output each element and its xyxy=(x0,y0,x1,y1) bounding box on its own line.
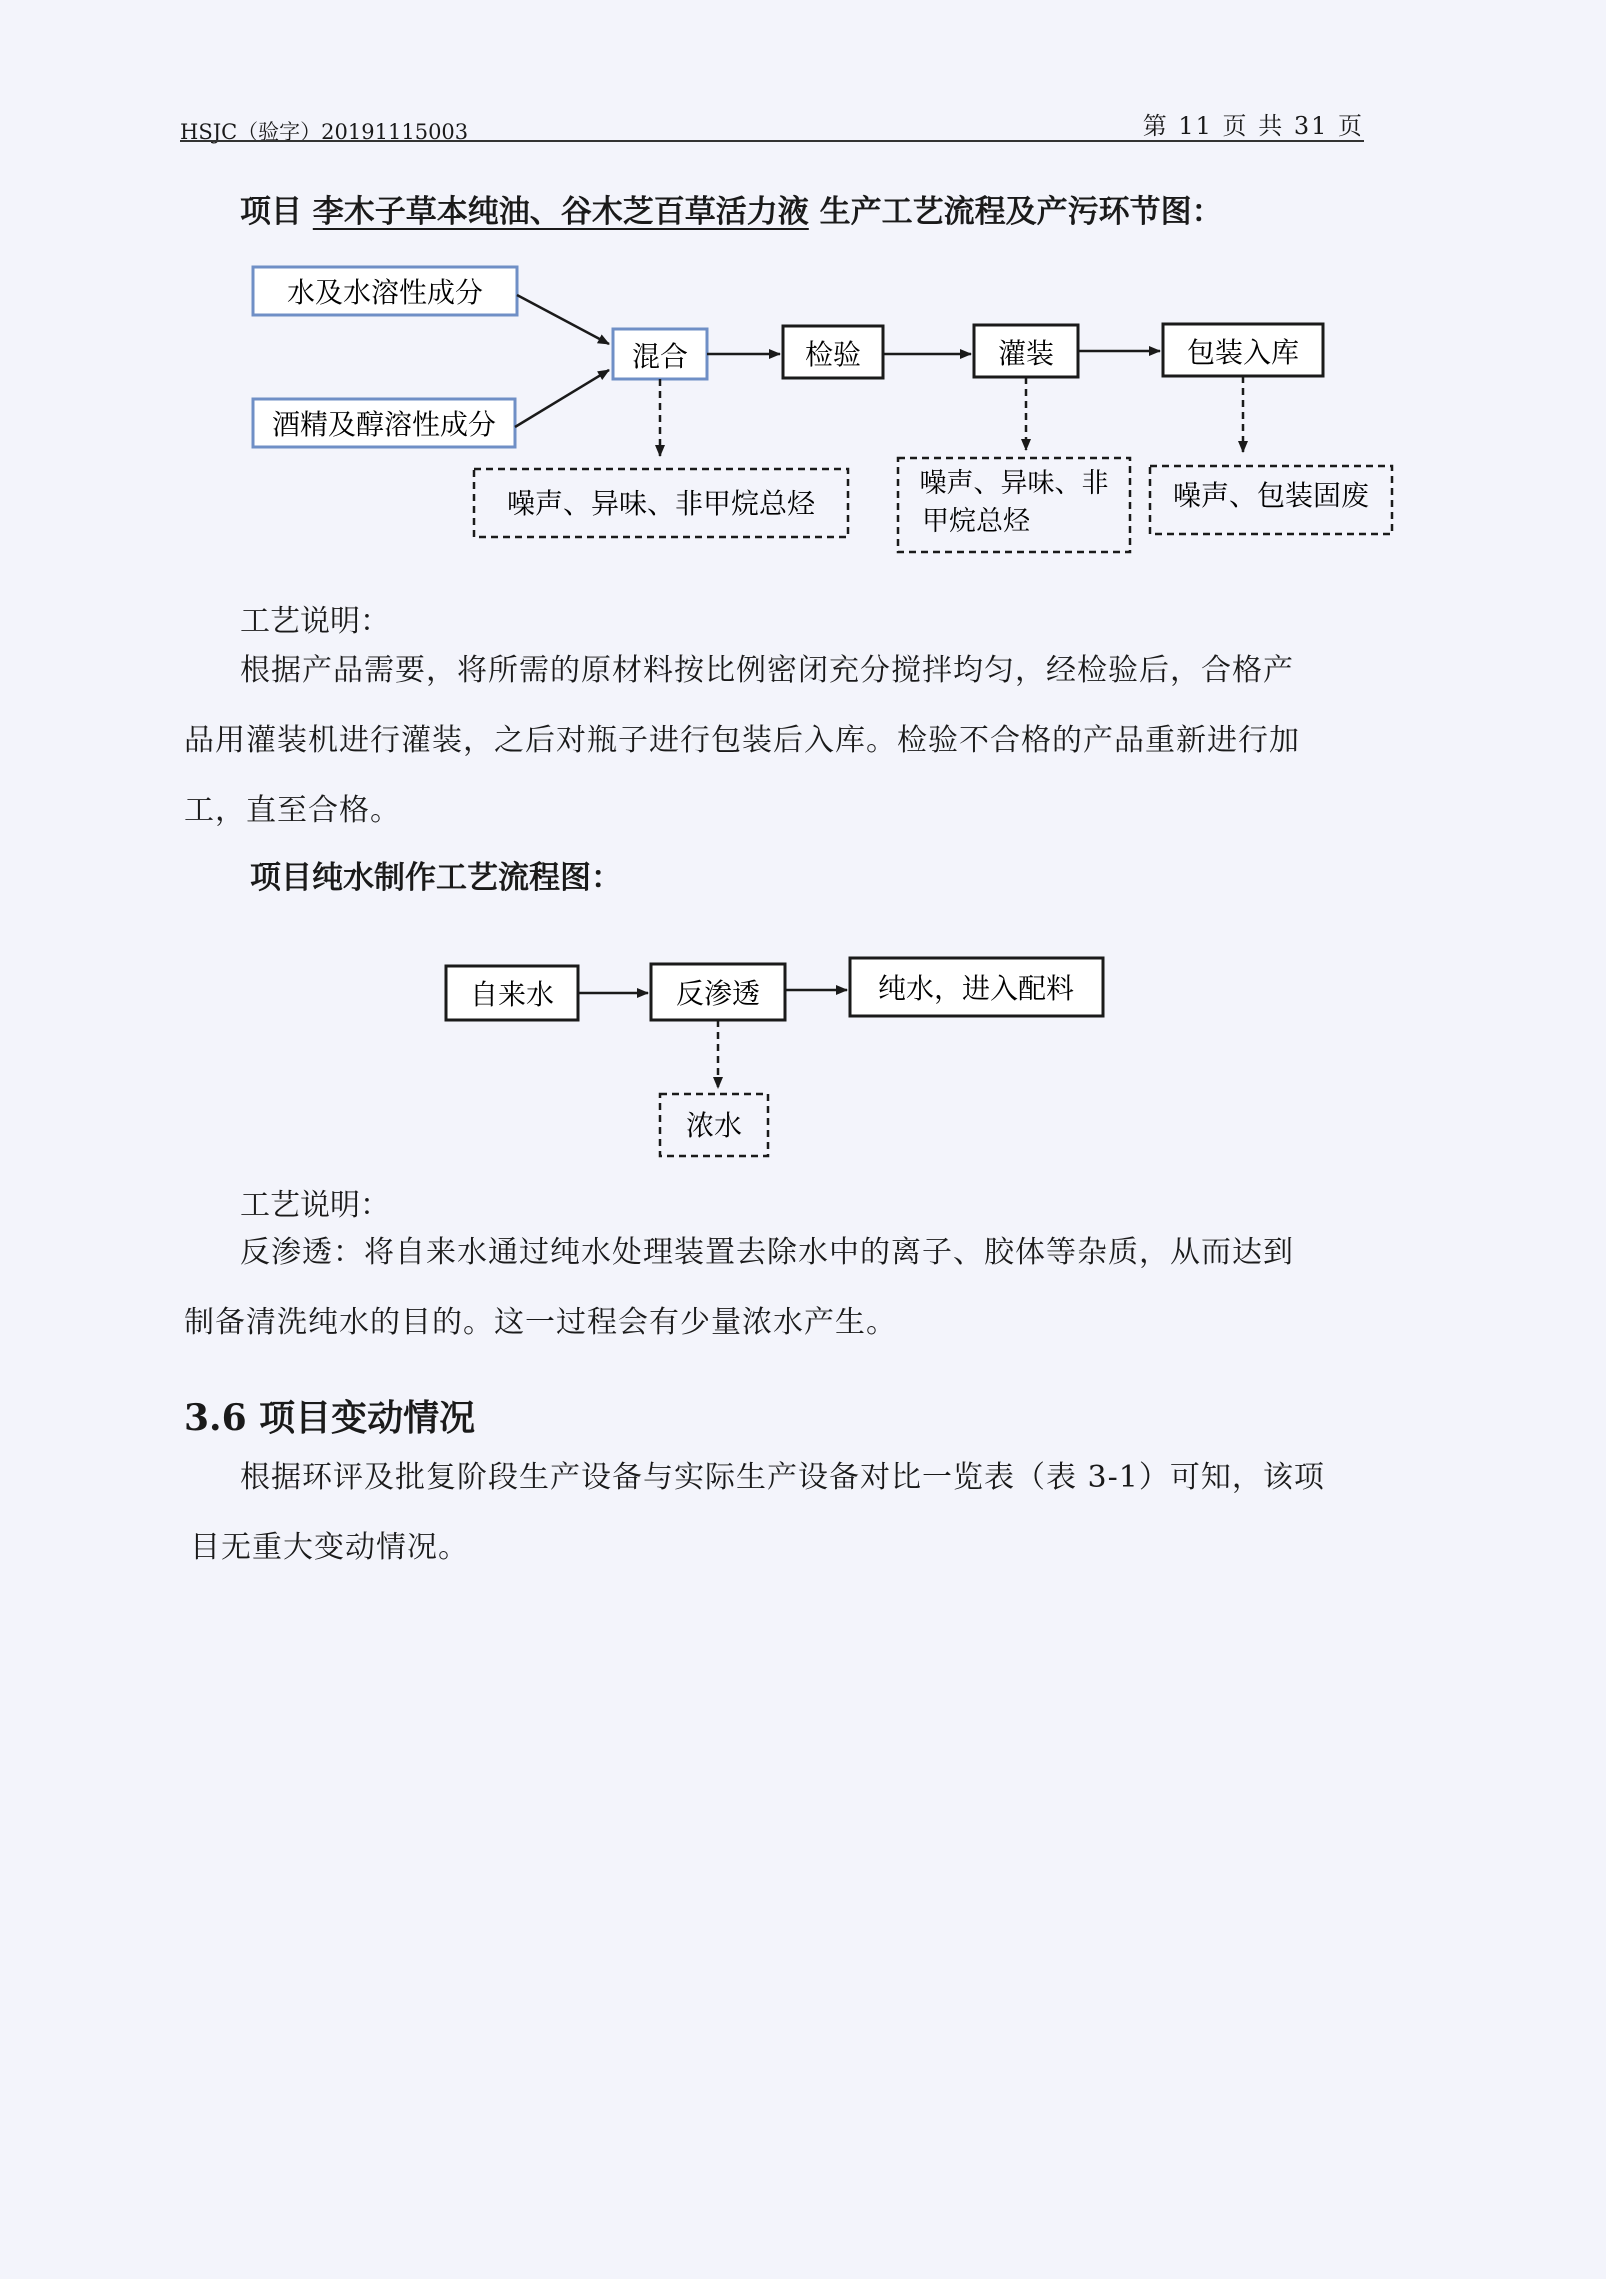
process-text-2-line2: 制备清洗纯水的目的。这一过程会有少量浓水产生。 xyxy=(184,1305,897,1340)
flowchart1-title-prefix: 项目 xyxy=(240,194,302,230)
input-alcohol-box xyxy=(253,399,515,447)
waste-concentrate-box xyxy=(660,1094,768,1156)
step-inspect-label: 检验 xyxy=(804,338,862,371)
step-pure-water-label: 纯水，进入配料 xyxy=(877,972,1075,1005)
step-pure-water-box xyxy=(850,958,1103,1016)
step-tap-water-label: 自来水 xyxy=(469,978,555,1011)
pollution-mix-box xyxy=(474,469,848,537)
step-mix-label: 混合 xyxy=(631,340,689,373)
arrow-input1-to-mix xyxy=(517,295,609,344)
section-3-6-text-line1: 根据环评及批复阶段生产设备与实际生产设备对比一览表（表 3-1）可知，该项 xyxy=(240,1460,1325,1495)
process-text-1-line2: 品用灌装机进行灌装，之后对瓶子进行包装后入库。检验不合格的产品重新进行加 xyxy=(184,723,1300,758)
input-alcohol-label: 酒精及醇溶性成分 xyxy=(271,408,497,441)
process-label-2: 工艺说明： xyxy=(240,1188,390,1223)
pollution-fill-label-line2: 甲烷总烃 xyxy=(922,506,1030,537)
step-ro-label: 反渗透 xyxy=(675,977,761,1010)
waste-concentrate-label: 浓水 xyxy=(685,1109,743,1142)
step-ro-box xyxy=(651,964,785,1020)
process-text-2-line1: 反渗透：将自来水通过纯水处理装置去除水中的离子、胶体等杂质，从而达到 xyxy=(240,1235,1294,1270)
input-water-label: 水及水溶性成分 xyxy=(286,276,484,309)
pure-water-flowchart xyxy=(0,940,1606,1170)
pollution-fill-box xyxy=(898,458,1130,552)
pollution-fill-label-line1: 噪声、异味、非 xyxy=(919,468,1109,499)
process-text-1-line3: 工，直至合格。 xyxy=(184,793,401,828)
step-pack-label: 包装入库 xyxy=(1186,336,1300,369)
section-3-6-text-line2: 目无重大变动情况。 xyxy=(190,1530,469,1565)
step-tap-water-box xyxy=(446,966,578,1020)
pollution-pack-label: 噪声、包装固废 xyxy=(1172,479,1370,512)
flowchart2-title: 项目纯水制作工艺流程图： xyxy=(250,860,622,896)
production-flowchart xyxy=(0,0,1606,600)
flowchart1-title-suffix: 生产工艺流程及产污环节图： xyxy=(819,194,1223,230)
step-inspect-box xyxy=(783,326,883,378)
section-heading-3-6: 3.6 项目变动情况 xyxy=(184,1397,476,1439)
pollution-mix-label: 噪声、异味、非甲烷总烃 xyxy=(506,487,816,520)
pollution-pack-box xyxy=(1150,466,1392,534)
flowchart1-title-products: 李木子草本纯油、谷木芝百草活力液 xyxy=(312,194,809,230)
page-info: 第 11 页 共 31 页 xyxy=(1142,112,1364,140)
step-pack-box xyxy=(1163,324,1323,376)
step-fill-label: 灌装 xyxy=(997,337,1055,370)
process-label-1: 工艺说明： xyxy=(240,604,390,639)
step-fill-box xyxy=(974,325,1078,377)
document-id: HSJC（验字）20191115003 xyxy=(180,120,469,144)
process-text-1-line1: 根据产品需要，将所需的原材料按比例密闭充分搅拌均匀，经检验后，合格产 xyxy=(240,653,1294,688)
step-mix-box xyxy=(613,329,707,379)
arrow-input2-to-mix xyxy=(515,370,609,427)
input-water-box xyxy=(253,267,517,315)
